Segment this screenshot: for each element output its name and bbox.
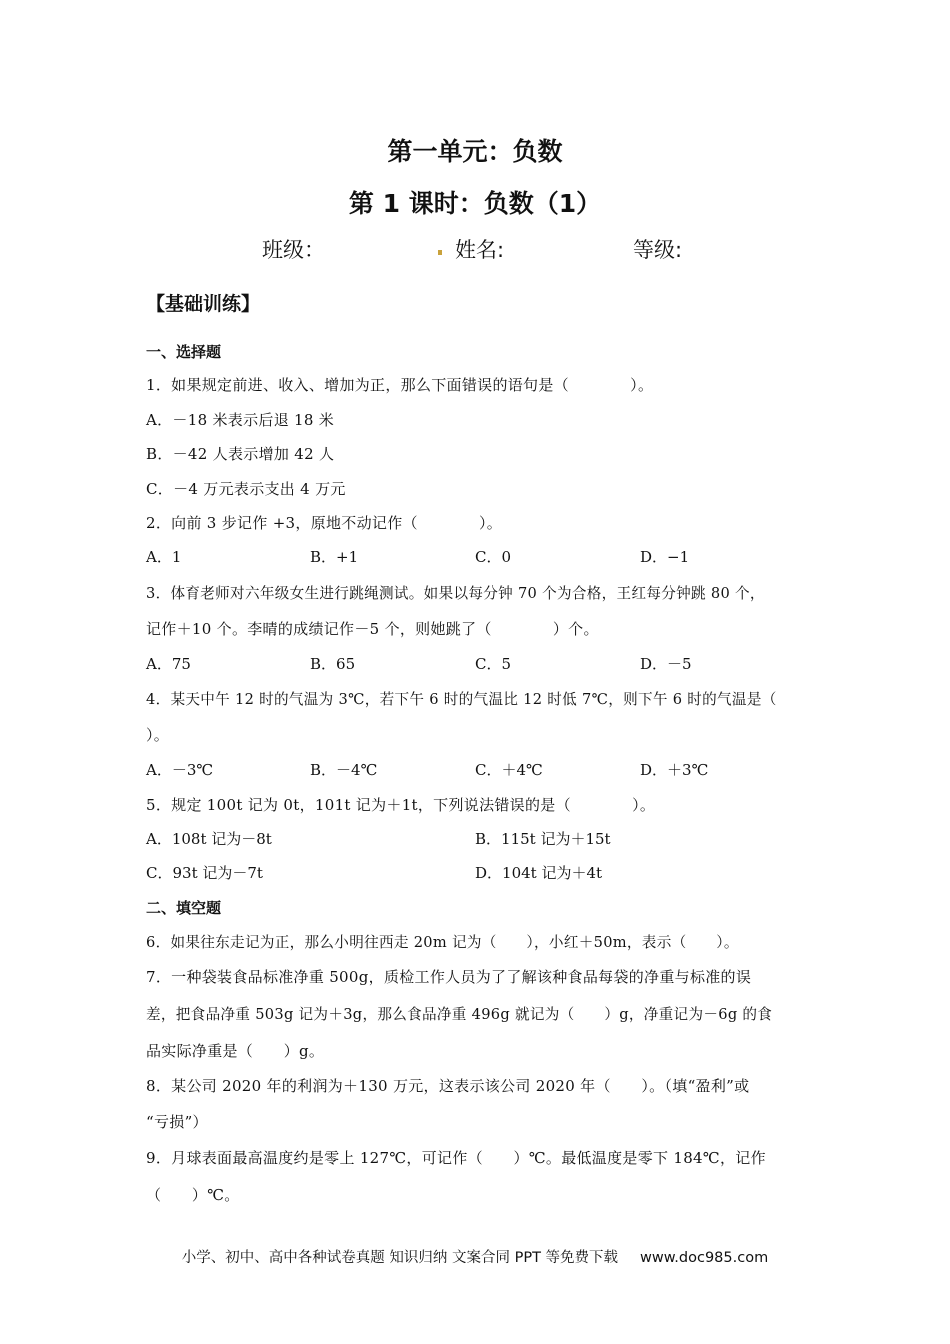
q1-option-b: B．－42 人表示增加 42 人 <box>146 445 335 463</box>
q3-option-c: C．5 <box>475 655 512 673</box>
question-1: 1．如果规定前进、收入、增加为正，那么下面错误的语句是（ ）。 <box>146 376 654 394</box>
q4-option-a: A．－3℃ <box>146 761 214 779</box>
q3-option-d: D．－5 <box>640 655 692 673</box>
question-7-line-3: 品实际净重是（ ）g。 <box>146 1042 325 1060</box>
question-2: 2．向前 3 步记作 +3，原地不动记作（ ）。 <box>146 514 503 532</box>
class-label: 班级： <box>262 238 325 262</box>
question-3-line-1: 3．体育老师对六年级女生进行跳绳测试。如果以每分钟 70 个为合格，王红每分钟跳 80 个， <box>146 585 765 602</box>
question-8-line-1: 8．某公司 2020 年的利润为＋130 万元，这表示该公司 2020 年（ ）。（填“盈利”或 <box>146 1077 750 1095</box>
question-7-line-2: 差，把食品净重 503g 记为＋3g，那么食品净重 496g 就记为（ ）g，净重记为－6g 的食 <box>146 1006 773 1023</box>
q5-option-d: D．104t 记为＋4t <box>475 864 603 882</box>
question-4-line-1: 4．某天中午 12 时的气温为 3℃，若下午 6 时的气温比 12 时低 7℃，则下午 6 时的气温是（ <box>146 691 777 708</box>
footer-text: 小学、初中、高中各种试卷真题 知识归纳 文案合同 PPT 等免费下载 <box>181 1250 619 1266</box>
lesson-title: 第 1 课时：负数（1） <box>348 189 602 218</box>
question-4-line-2: ）。 <box>146 726 170 744</box>
question-7-line-1: 7．一种袋装食品标准净重 500g，质检工作人员为了了解该种食品每袋的净重与标准的误 <box>146 968 752 986</box>
q2-option-a: A．1 <box>146 548 182 566</box>
q2-option-d: D．−1 <box>640 548 690 566</box>
grade-label: 等级: <box>633 238 683 262</box>
q4-option-d: D．＋3℃ <box>640 761 709 779</box>
name-label: 姓名: <box>455 238 505 262</box>
q2-option-b: B．+1 <box>310 548 359 566</box>
question-3-line-2: 记作＋10 个。李晴的成绩记作－5 个，则她跳了（ ）个。 <box>146 620 599 638</box>
decorative-dot <box>438 250 442 255</box>
q5-option-a: A．108t 记为－8t <box>146 830 272 848</box>
question-6: 6．如果往东走记为正，那么小明往西走 20m 记为（ ），小红＋50m，表示（ ）。 <box>146 934 739 951</box>
part1-heading: 一、选择题 <box>146 343 222 361</box>
q4-option-b: B．－4℃ <box>310 761 378 779</box>
question-9-line-1: 9．月球表面最高温度约是零上 127℃，可记作（ ）℃。最低温度是零下 184℃，记作 <box>146 1149 766 1167</box>
q3-option-a: A．75 <box>146 655 191 673</box>
q1-option-a: A．－18 米表示后退 18 米 <box>146 411 335 429</box>
part2-heading: 二、填空题 <box>146 899 222 917</box>
q3-option-b: B．65 <box>310 655 356 673</box>
question-5: 5．规定 100t 记为 0t，101t 记为＋1t，下列说法错误的是（ ）。 <box>146 796 656 814</box>
q4-option-c: C．＋4℃ <box>475 761 543 779</box>
footer-link[interactable]: www.doc985.com <box>640 1250 769 1266</box>
question-9-line-2: （ ）℃。 <box>146 1186 240 1204</box>
q1-option-c: C．－4 万元表示支出 4 万元 <box>146 480 346 498</box>
question-8-line-2: “亏损”） <box>146 1113 208 1131</box>
section-heading: 【基础训练】 <box>146 293 261 315</box>
q2-option-c: C．0 <box>475 548 512 566</box>
footer <box>0 1246 950 1267</box>
q5-option-c: C．93t 记为－7t <box>146 864 263 882</box>
unit-title: 第一单元：负数 <box>387 137 563 166</box>
q5-option-b: B．115t 记为＋15t <box>475 830 611 848</box>
